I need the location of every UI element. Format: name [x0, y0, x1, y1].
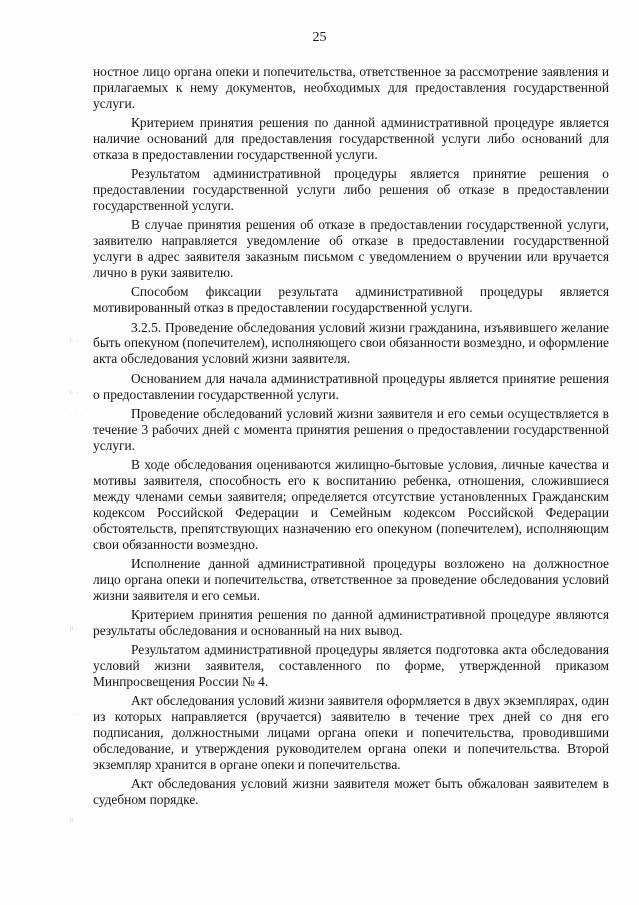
margin-bleed-mark: ι· ·: [70, 390, 79, 396]
paragraph: В случае принятия решения об отказе в предоставлении государственной услуги, заявителю направляется уведомление об отказе в предоставлении государственной услуги в адрес заявителя заказным письмом с уведомлением о вручении или вручается лично в руки заявителю.: [93, 217, 609, 281]
paragraph: Критерием принятия решения по данной административной процедуре являются результаты обследования и основанный на них вывод.: [93, 606, 609, 638]
paragraph: ностное лицо органа опеки и попечительства, ответственное за рассмотрение заявления и прилагаемых к нему документов, необходимых для предоставления государственной услуги.: [93, 64, 609, 111]
margin-bleed-mark: · ·· ·: [70, 712, 85, 718]
paragraph: Критерием принятия решения по данной административной процедуре является наличие оснований для предоставления государственной услуги либо оснований для отказа в предоставлении государственной услуги.: [93, 115, 609, 162]
document-body: [93, 64, 609, 808]
margin-bleed-mark: ι· .: [70, 338, 79, 344]
paragraph: Акт обследования условий жизни заявителя оформляется в двух экземплярах, один из которых направляется (вручается) заявителю в течение трех дней со дня его подписания, должностными лицами органа опеки и попечительства, проводившими обследование, и утверждения руководителем органа опеки и попечительства. Второй экземпляр хранится в органе опеки и попечительства.: [93, 693, 609, 772]
paragraph: Основанием для начала административной процедуры является принятие решения о предоставлении государственной услуги.: [93, 370, 609, 402]
section-heading-paragraph: 3.2.5. Проведение обследования условий жизни гражданина, изъявившего желание быть опекуном (попечителем), исполняющего свои обязанности возмездно, и оформление акта обследования условий жизни заявителя.: [93, 319, 609, 367]
page-number: 25: [312, 30, 327, 45]
paragraph: В ходе обследования оцениваются жилищно-бытовые условия, личные качества и мотивы заявителя, способность его к воспитанию ребенка, отношения, сложившиеся между членами семьи заявителя; определяется отсутствие установленных Гражданским кодексом Российской Федерации и Семейным кодексом Российской Федерации обстоятельств, препятствующих назначению его опекуном (попечителем), исполняющим свои обязанности возмездно.: [93, 456, 609, 552]
paragraph: Результатом административной процедуры является принятие решения о предоставлении государственной услуги либо решения об отказе в предоставлении государственной услуги.: [93, 166, 609, 214]
paragraph: Проведение обследований условий жизни заявителя и его семьи осуществляется в течение 3 рабочих дней с момента принятия решения о предоставлении государственной услуги.: [93, 405, 609, 453]
paragraph: Результатом административной процедуры является подготовка акта обследования условий жизни заявителя, составленного по форме, утвержденной приказом Минпросвещения России № 4.: [93, 642, 609, 689]
margin-bleed-mark: · · ·: [70, 412, 82, 418]
margin-bleed-mark: ιι: [70, 818, 74, 824]
paragraph: Способом фиксации результата административной процедуры является мотивированный отказ в предоставлении государственной услуги.: [93, 284, 609, 316]
margin-bleed-mark: ρ · .: [70, 626, 83, 632]
paragraph: Акт обследования условий жизни заявителя может быть обжалован заявителем в судебном порядке.: [93, 776, 609, 808]
paragraph: Исполнение данной административной процедуры возложено на должностное лицо органа опеки и попечительства, ответственное за проведение обследования условий жизни заявителя и его семьи.: [93, 555, 609, 603]
